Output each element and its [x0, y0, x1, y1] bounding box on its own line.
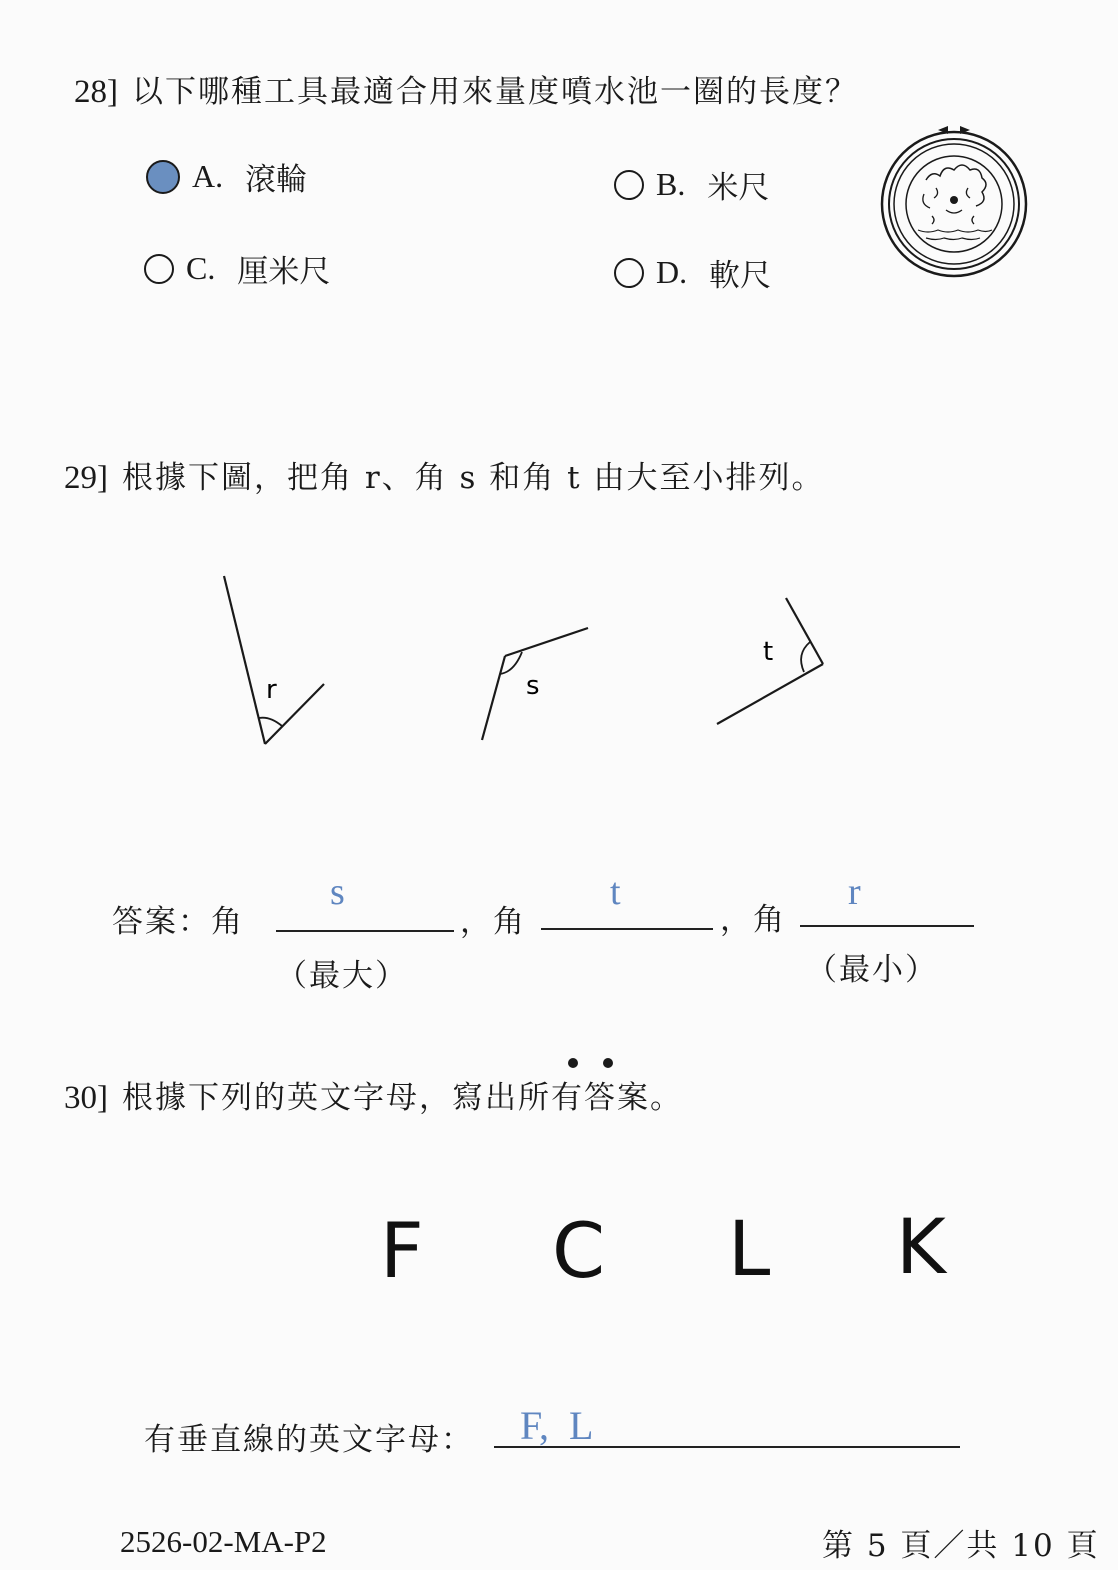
answer-blank-2[interactable] — [541, 928, 713, 930]
angle-r — [224, 576, 324, 744]
answer-blank-1[interactable] — [276, 930, 454, 932]
answer-3: r — [848, 871, 861, 913]
option-letter: D. — [656, 254, 688, 290]
radio-unselected[interactable] — [144, 254, 174, 284]
option-label: 滾輪 — [245, 162, 308, 198]
option-letter: B. — [656, 166, 686, 202]
angle-label-r: r — [266, 675, 277, 705]
answer-1: s — [330, 871, 345, 913]
radio-selected[interactable] — [146, 160, 180, 194]
q28-option-c[interactable] — [144, 246, 330, 291]
option-label: 軟尺 — [709, 258, 772, 294]
separator-2: ，角 — [720, 902, 786, 938]
q29-text: 根據下圖，把角 r、角 s 和角 t 由大至小排列。 — [122, 460, 825, 496]
answer-2: t — [610, 871, 621, 913]
option-label: 厘米尺 — [237, 254, 331, 290]
q29-answer-prefix: 答案：角 — [112, 904, 244, 940]
radio-unselected[interactable] — [614, 258, 644, 288]
q30-number: 30] — [64, 1080, 108, 1116]
largest-note: （最大） — [276, 958, 408, 994]
radio-unselected[interactable] — [614, 170, 644, 200]
angle-label-t: t — [763, 637, 774, 667]
q28-question — [74, 66, 858, 111]
footer-code: 2526-02-MA-P2 — [120, 1524, 327, 1559]
letter-l: L — [728, 1204, 771, 1293]
letter-k: K — [896, 1202, 946, 1291]
answer-q30: F, L — [520, 1403, 594, 1448]
q29-question — [64, 452, 824, 497]
angle-t — [717, 598, 823, 724]
footer-page: 第 5 頁／共 10 頁 — [822, 1528, 1100, 1564]
emphasis-dot — [603, 1058, 613, 1068]
fountain-icon — [876, 118, 1032, 282]
q30-prompt: 有垂直線的英文字母： — [144, 1422, 474, 1458]
angles-figure — [200, 560, 860, 760]
q28-text: 以下哪種工具最適合用來量度噴水池一圈的長度？ — [132, 74, 858, 110]
letter-c: C — [552, 1206, 606, 1295]
angle-label-s: s — [526, 671, 540, 701]
q28-option-a[interactable] — [146, 154, 307, 199]
smallest-note: （最小） — [806, 952, 938, 988]
emphasis-dot — [568, 1058, 578, 1068]
letter-f: F — [380, 1206, 424, 1295]
answer-blank-3[interactable] — [800, 925, 974, 927]
q28-number: 28] — [74, 74, 118, 110]
option-letter: C. — [186, 250, 216, 286]
option-label: 米尺 — [707, 170, 770, 206]
angle-s — [482, 628, 588, 740]
q28-option-d[interactable] — [614, 250, 771, 295]
q30-question — [64, 1072, 683, 1117]
q28-option-b[interactable] — [614, 162, 769, 207]
separator-1: ，角 — [460, 904, 526, 940]
option-letter: A. — [192, 158, 224, 194]
q29-number: 29] — [64, 460, 108, 496]
q30-text: 根據下列的英文字母，寫出所有答案。 — [122, 1080, 683, 1116]
